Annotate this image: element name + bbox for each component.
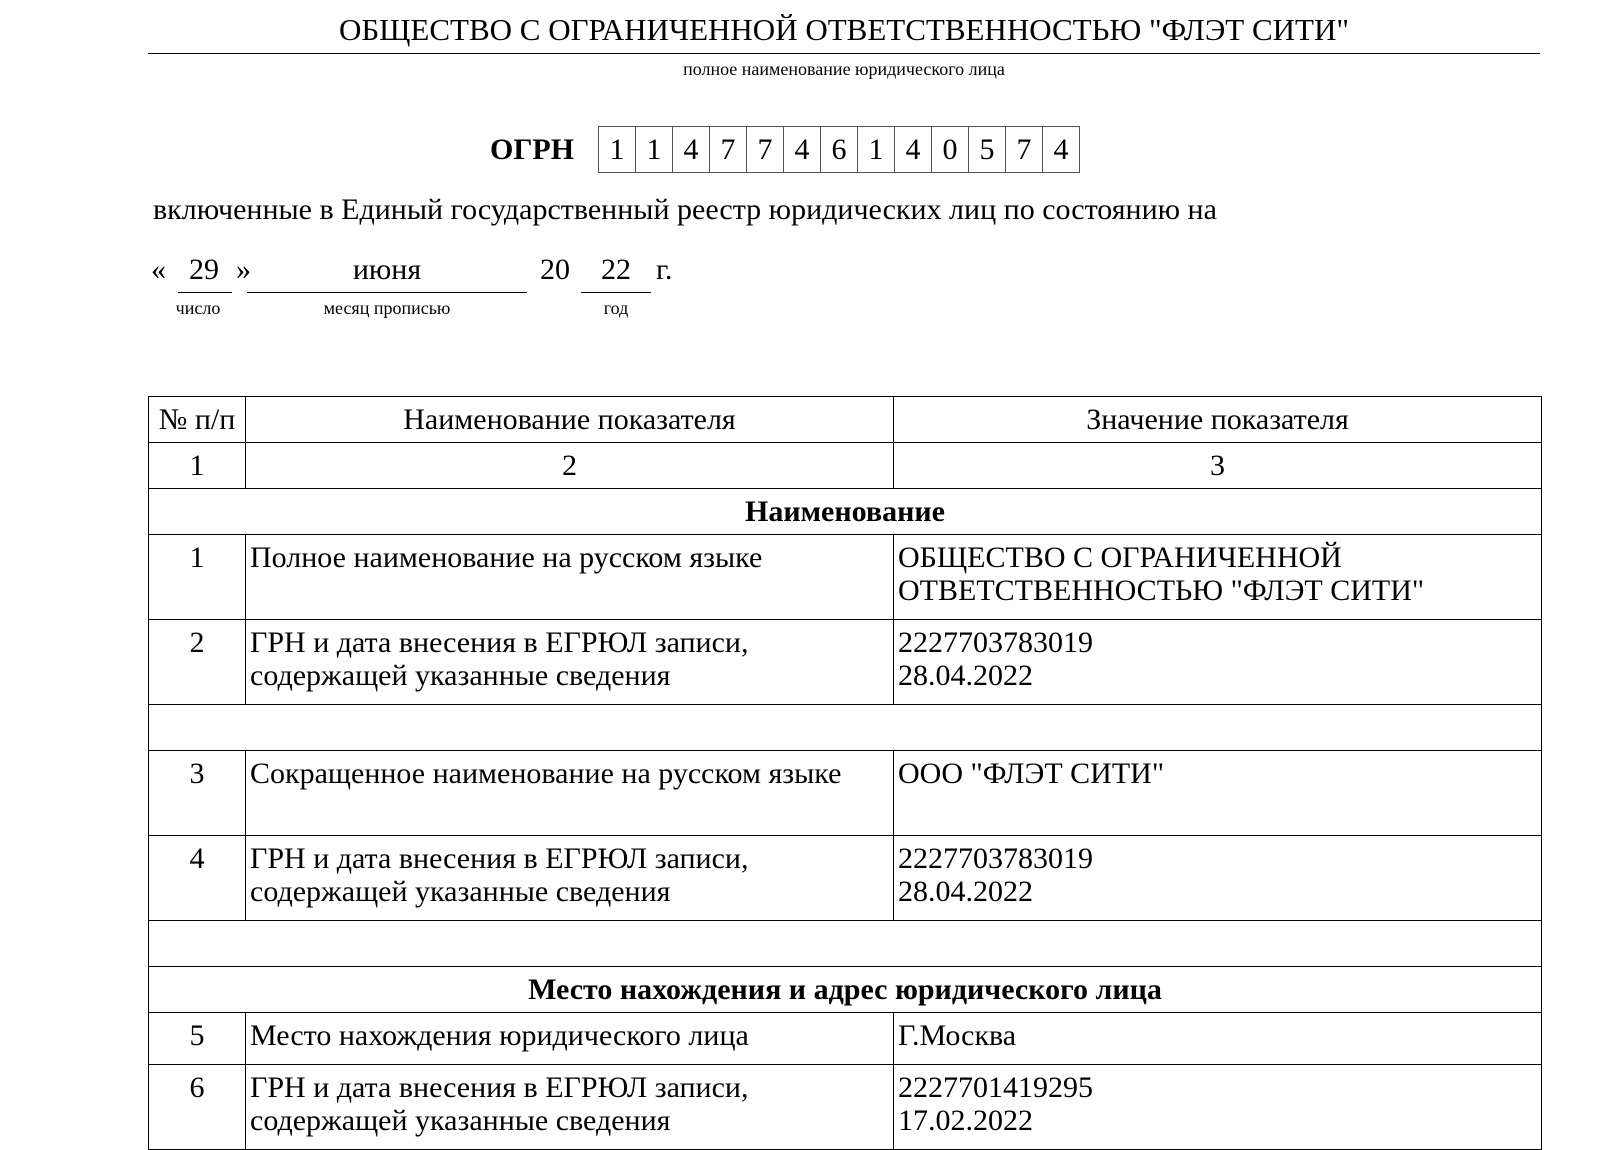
section-row <box>149 967 1542 1013</box>
ogrn-digit: 7 <box>1006 127 1043 172</box>
row-number: 1 <box>149 535 246 620</box>
row-number: 2 <box>149 620 246 705</box>
grn-value: 2227703783019 <box>898 842 1093 875</box>
date-month-underline <box>247 292 527 293</box>
date-month: июня <box>352 253 422 286</box>
row-indicator-value <box>894 620 1542 705</box>
date-close-quote: » <box>236 253 251 286</box>
grn-value: 2227701419295 <box>898 1071 1093 1104</box>
section-title-naming: Наименование <box>149 489 1542 535</box>
row-indicator-value: ОБЩЕСТВО С ОГРАНИЧЕННОЙ ОТВЕТСТВЕННОСТЬЮ "ФЛЭТ СИТИ" <box>894 535 1542 620</box>
row-number: 6 <box>149 1065 246 1150</box>
date-year-suffix: г. <box>656 253 673 286</box>
row-indicator-value <box>894 836 1542 921</box>
row-number: 4 <box>149 836 246 921</box>
date-year: 22 <box>601 253 631 286</box>
blank-cell <box>149 921 1542 967</box>
ogrn-digit: 0 <box>932 127 969 172</box>
row-indicator-name: Сокращенное наименование на русском языке <box>246 751 894 836</box>
date-day-underline <box>178 292 232 293</box>
row-indicator-name: ГРН и дата внесения в ЕГРЮЛ записи, содержащей указанные сведения <box>246 836 894 921</box>
row-indicator-value: ООО "ФЛЭТ СИТИ" <box>894 751 1542 836</box>
index-cell: 1 <box>149 443 246 489</box>
date-century: 20 <box>540 253 570 286</box>
ogrn-digit-boxes <box>598 126 1080 173</box>
row-indicator-name: ГРН и дата внесения в ЕГРЮЛ записи, содержащей указанные сведения <box>246 1065 894 1150</box>
table-row <box>149 836 1542 921</box>
ogrn-digit: 7 <box>710 127 747 172</box>
date-day-caption: число <box>175 298 221 318</box>
organization-name: ОБЩЕСТВО С ОГРАНИЧЕННОЙ ОТВЕТСТВЕННОСТЬЮ "ФЛЭТ СИТИ" <box>338 12 1350 47</box>
organization-name-caption: полное наименование юридического лица <box>683 59 1005 79</box>
row-indicator-value: Г.Москва <box>894 1013 1542 1065</box>
blank-cell <box>149 705 1542 751</box>
blank-row <box>149 921 1542 967</box>
grn-value: 2227703783019 <box>898 626 1093 659</box>
organization-name-underline <box>148 53 1540 54</box>
table-row <box>149 751 1542 836</box>
grn-date: 28.04.2022 <box>898 875 1033 908</box>
index-cell: 2 <box>246 443 894 489</box>
table-row <box>149 620 1542 705</box>
ogrn-label: ОГРН <box>490 133 575 166</box>
date-year-underline <box>581 292 651 293</box>
row-number: 5 <box>149 1013 246 1065</box>
index-cell: 3 <box>894 443 1542 489</box>
ogrn-digit: 4 <box>895 127 932 172</box>
date-open-quote: « <box>151 253 166 286</box>
row-number: 3 <box>149 751 246 836</box>
ogrn-digit: 6 <box>821 127 858 172</box>
ogrn-digit: 1 <box>636 127 673 172</box>
table-header-row <box>149 397 1542 443</box>
section-row <box>149 489 1542 535</box>
table-row <box>149 1065 1542 1150</box>
grn-date: 28.04.2022 <box>898 659 1033 692</box>
section-title-address: Место нахождения и адрес юридического лица <box>149 967 1542 1013</box>
header-cell-indicator-value: Значение показателя <box>894 397 1542 443</box>
row-indicator-name: Место нахождения юридического лица <box>246 1013 894 1065</box>
date-month-caption: месяц прописью <box>323 298 451 318</box>
ogrn-digit: 1 <box>858 127 895 172</box>
ogrn-digit: 7 <box>747 127 784 172</box>
ogrn-digit: 4 <box>784 127 821 172</box>
ogrn-digit: 4 <box>673 127 710 172</box>
date-year-caption: год <box>603 298 629 318</box>
grn-date: 17.02.2022 <box>898 1104 1033 1137</box>
blank-row <box>149 705 1542 751</box>
table-row <box>149 535 1542 620</box>
table-row <box>149 1013 1542 1065</box>
header-cell-number: № п/п <box>149 397 246 443</box>
ogrn-digit: 5 <box>969 127 1006 172</box>
included-in-register-text: включенные в Единый государственный реестр юридических лиц по состоянию на <box>153 193 1217 226</box>
ogrn-digit: 4 <box>1043 127 1080 172</box>
row-indicator-name: ГРН и дата внесения в ЕГРЮЛ записи, содержащей указанные сведения <box>246 620 894 705</box>
date-day: 29 <box>189 253 219 286</box>
table-index-row <box>149 443 1542 489</box>
header-cell-indicator-name: Наименование показателя <box>246 397 894 443</box>
row-indicator-value <box>894 1065 1542 1150</box>
egrul-data-table <box>148 396 1542 1150</box>
ogrn-digit: 1 <box>599 127 636 172</box>
row-indicator-name: Полное наименование на русском языке <box>246 535 894 620</box>
